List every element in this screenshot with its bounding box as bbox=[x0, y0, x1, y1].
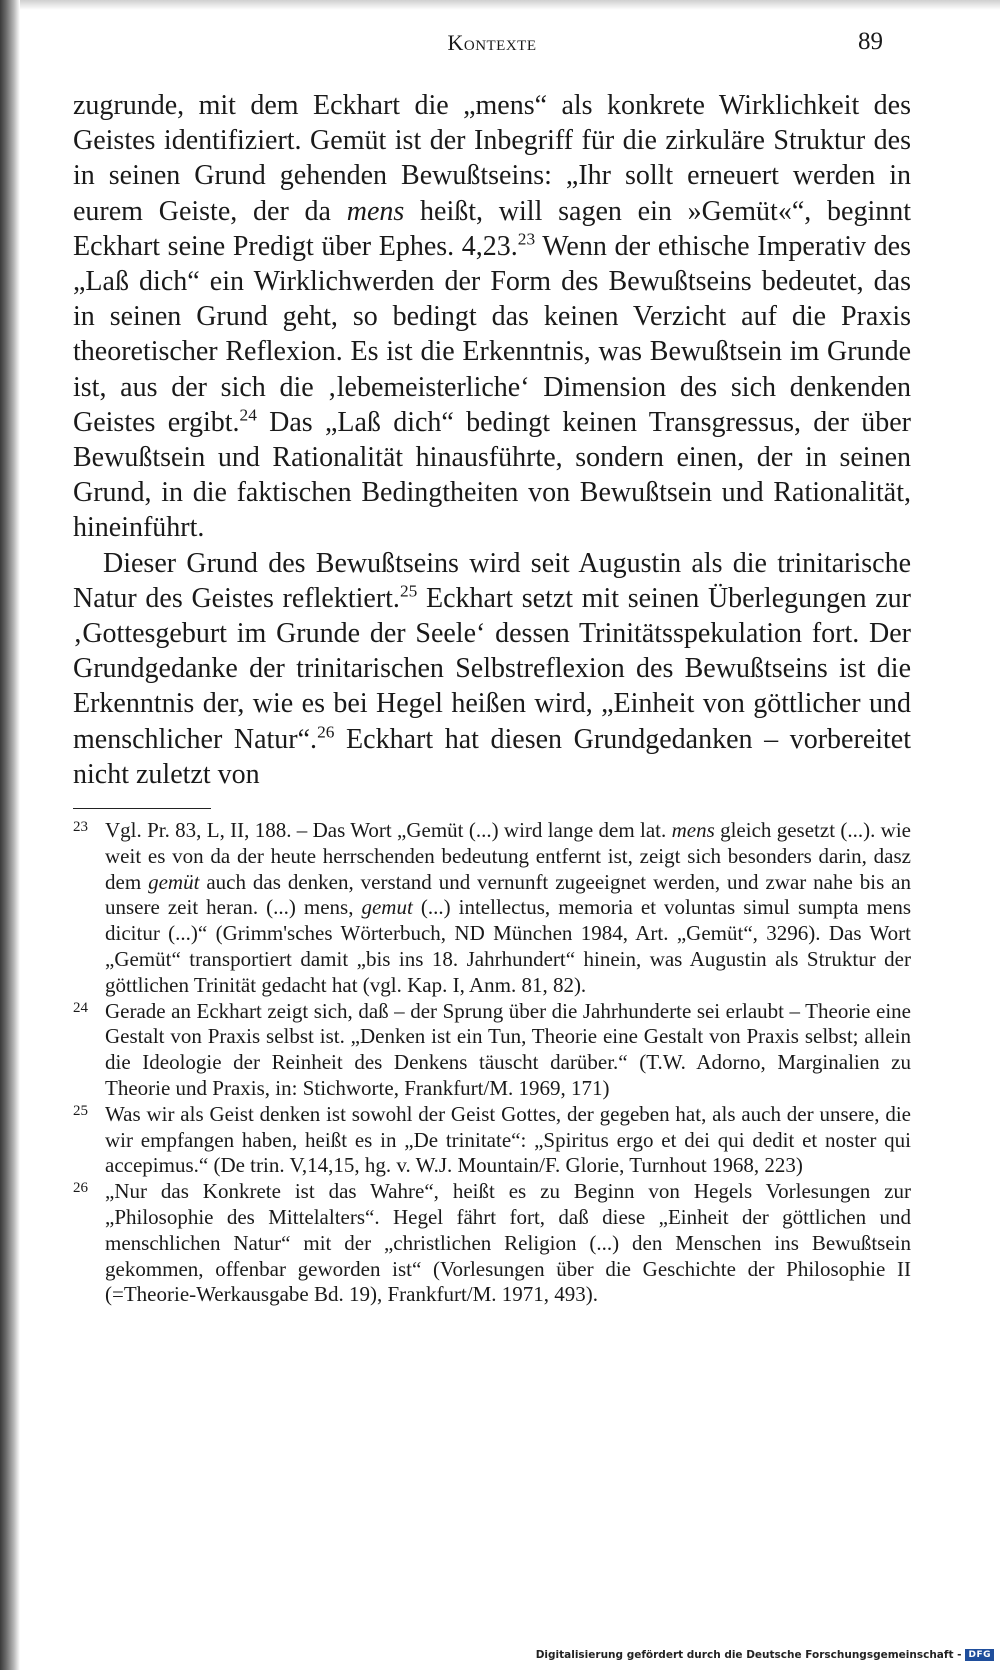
text-run: Was wir als Geist denken ist sowohl der Geist Gottes, der gegeben hat, als auch der unsere, die wir empfangen haben, heißt es in „De trinitate“: „Spiritus ergo et dei qui dedit et noster qui accepimus.“ (De trin. V,14,15, hg. v. W.J. Mountain/F. Glorie, Turnhout 1968, 223) bbox=[105, 1101, 911, 1178]
italic-text: mens bbox=[346, 195, 405, 227]
footnote-number: 25 bbox=[73, 1102, 88, 1119]
text-run: heißt, will sagen ein »Gemüt«“, beginnt Eckhart seine Predigt über Ephes. 4,23. bbox=[73, 195, 911, 262]
text-run: Dieser Grund des Bewußtseins wird seit Augustin als die trinitarische Natur des Geistes reflektiert. bbox=[73, 547, 911, 614]
footnote bbox=[73, 1102, 911, 1179]
text-run: gleich gesetzt (...). wie weit es von da der heute herrschenden bedeutung entfernt ist, zeigt sich besonders darin, dasz dem bbox=[105, 818, 912, 894]
footnote bbox=[73, 818, 911, 999]
footnote-separator bbox=[73, 808, 211, 809]
scan-top-shadow bbox=[20, 0, 1000, 10]
main-body-text bbox=[73, 88, 911, 792]
footnote-number: 24 bbox=[73, 999, 88, 1016]
text-run: Das „Laß dich“ bedingt keinen Transgressus, der über Bewußtsein und Rationalität hinausführte, sondern einen, der in seinen Grund, in die faktischen Bedingtheiten von Bewußtsein und Rationalität, hineinführt. bbox=[73, 406, 912, 544]
credit-text: Digitalisierung gefördert durch die Deutsche Forschungsgemeinschaft - bbox=[535, 1649, 962, 1661]
italic-text: gemut bbox=[361, 895, 413, 920]
italic-text: mens bbox=[671, 818, 715, 842]
footnote bbox=[73, 999, 911, 1102]
footnote-number: 26 bbox=[73, 1180, 88, 1197]
italic-text: gemüt bbox=[148, 869, 200, 894]
dfg-logo: DFG bbox=[965, 1649, 994, 1661]
page-number: 89 bbox=[858, 28, 883, 55]
footnotes-section bbox=[73, 818, 911, 1308]
text-run: Eckhart hat diesen Grundgedanken – vorbereitet nicht zuletzt von bbox=[73, 723, 911, 790]
text-run: auch das denken, verstand und vernunft zugeeignet werden, und zwar nahe bis an unsere zeit heran. (...) mens, bbox=[105, 869, 912, 920]
body-paragraph bbox=[73, 546, 911, 792]
body-paragraph bbox=[73, 88, 911, 546]
running-head bbox=[73, 28, 911, 60]
text-run: Eckhart setzt mit seinen Überlegungen zur ‚Gottesgeburt im Grunde der Seele‘ dessen Trinitätsspekulation fort. Der Grundgedanke der trinitarischen Selbstreflexion des Bewußtseins ist die Erkenntnis der, wie es bei Hegel heißen wird, „Einheit von göttlicher und menschlicher Natur“. bbox=[73, 582, 911, 755]
text-run: zugrunde, mit dem Eckhart die „mens“ als konkrete Wirklichkeit des Geistes identifiziert. Gemüt ist der Inbegriff für die zirkuläre Struktur des in seinen Grund gehenden Bewußtseins: „Ihr sollt erneuert werden in eurem Geiste, der da bbox=[73, 90, 911, 227]
text-run: „Nur das Konkrete ist das Wahre“, heißt es zu Beginn von Hegels Vorlesungen zur „Philosophie des Mittelalters“. Hegel fährt fort, daß diese „Einheit der göttlichen und menschlichen Natur“ mit der „christlichen Religion (...) den Menschen ins Bewußtsein gekommen, offenbar geworden ist“ (Vorlesungen über die Geschichte der Philosophie II (=Theorie-Werkausgabe Bd. 19), Frankfurt/M. 1971, 493). bbox=[105, 1179, 911, 1307]
running-head-title: Kontexte bbox=[447, 30, 537, 55]
footnote-reference: 23 bbox=[517, 229, 536, 249]
scan-binding-edge bbox=[0, 0, 20, 1670]
text-run: (...) intellectus, memoria et voluntas simul sumpta mens dicitur (...)“ (Grimm'sches Wörterbuch, ND München 1984, Art. „Gemüt“, 3296). Das Wort „Gemüt“ transportiert damit „bis ins 18. Jahrhundert“ hinein, was Augustin als Struktur der göttlichen Trinität gedacht hat (vgl. Kap. I, Anm. 81, 82). bbox=[105, 895, 911, 997]
footnote-reference: 25 bbox=[399, 581, 418, 601]
footnote-reference: 26 bbox=[317, 722, 335, 742]
digitization-credit bbox=[536, 1646, 994, 1664]
footnote-number: 23 bbox=[73, 819, 88, 835]
footnote-reference: 24 bbox=[239, 405, 257, 425]
text-run: Vgl. Pr. 83, L, II, 188. – Das Wort „Gemüt (...) wird lange dem lat. bbox=[105, 818, 672, 842]
footnote bbox=[73, 1179, 911, 1308]
text-run: Wenn der ethische Imperativ des „Laß dich“ ein Wirklichwerden der Form des Bewußtseins bedeutet, das in seinen Grund geht, so bedingt das keinen Verzicht auf die Praxis theoretischer Reflexion. Es ist die Erkenntnis, was Bewußtsein im Grunde ist, aus der sich die ‚lebemeisterliche‘ Dimension des sich denkenden Geistes ergibt. bbox=[73, 230, 911, 438]
text-run: Gerade an Eckhart zeigt sich, daß – der Sprung über die Jahrhunderte sei erlaubt – Theorie eine Gestalt von Praxis selbst ist. „Denken ist ein Tun, Theorie eine Gestalt von Praxis selbst; allein die Ideologie der Reinheit des Denkens täuscht darüber.“ (T.W. Adorno, Marginalien zu Theorie und Praxis, in: Stichworte, Frankfurt/M. 1969, 171) bbox=[105, 998, 911, 1100]
